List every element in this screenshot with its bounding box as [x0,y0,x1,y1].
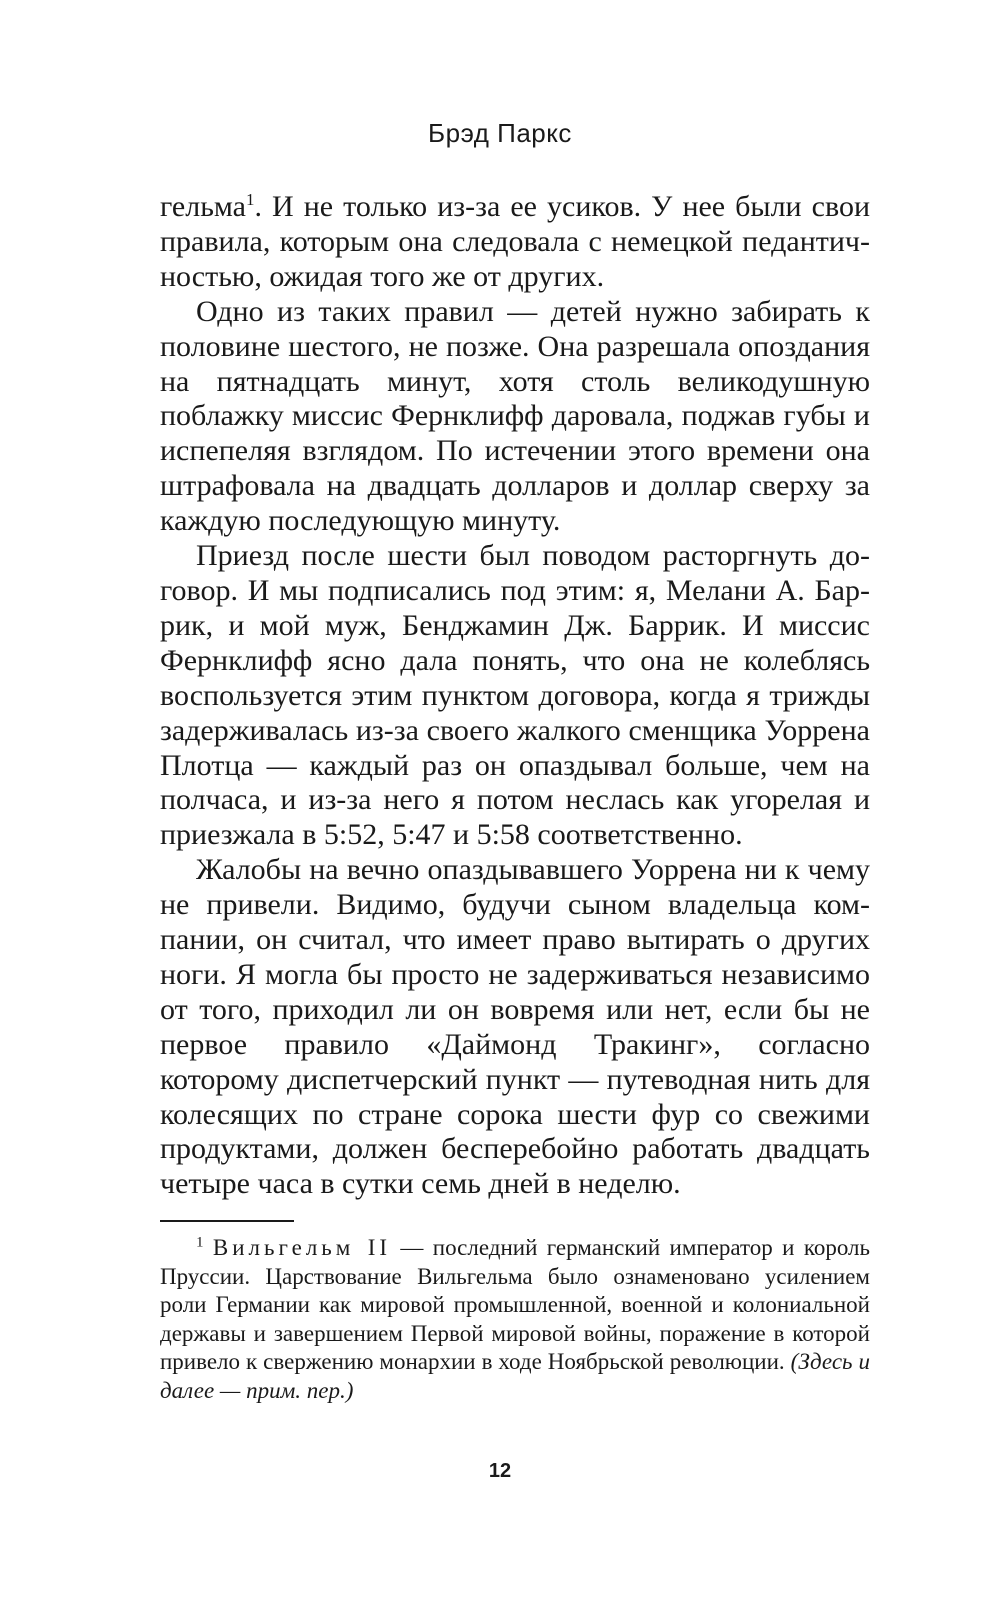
paragraph-1-rest: . И не только из-за ее усиков. У нее были свои правила, которым она следовала с немецкой педантичностью, ожидая того же от других. [160,190,870,293]
paragraph-1 [160,190,870,295]
paragraph-1-start: гельма [160,190,246,223]
footnote-divider [160,1220,294,1222]
paragraph-3: Приезд после шести был поводом расторгнуть договор. И мы подписались под этим: я, Мелани А. Баррик, и мой муж, Бенджамин Дж. Баррик. И миссис Фернклифф ясно дала понять, что она не колеблясь воспользуется этим пунктом договора, когда я трижды задерживалась из-за своего жалкого сменщика Уоррена Плотца — каждый раз он опаздывал больше, чем на полчаса, и из-за него я потом неслась как угорелая и приезжала в 5:52, 5:47 и 5:58 соответственно. [160,539,870,852]
footnote-reference[interactable]: 1 [245,190,255,209]
paragraph-2: Одно из таких правил — детей нужно забирать к половине шестого, не позже. Она разрешала опоздания на пятнадцать минут, хотя столь великодушную поблажку миссис Фернклифф даровала, поджав губы и испепеляя взглядом. По истечении этого времени она штрафовала на двадцать долларов и доллар сверху за каждую последующую минуту. [160,294,870,538]
footnotes [160,1234,870,1405]
paragraph-4: Жалобы на вечно опаздывавшего Уоррена ни к чему не привели. Видимо, будучи сыном владельца компании, он считал, что имеет право вытирать о других ноги. Я могла бы просто не задерживаться независимо от того, приходил ли он вовремя или нет, если бы не первое правило «Даймонд Тракинг», согласно которому диспетчерский пункт — путеводная нить для колесящих по стране сорока шести фур со свежими продуктами, должен бесперебойно работать двадцать четыре часа в сутки семь дней в неделю. [160,853,870,1201]
translator-note: (Здесь и далее — прим. пер.) [160,1349,870,1403]
footnote-text: — последний германский император и король Пруссии. Царствование Вильгельма было ознаменовано усилением роли Германии как мировой промышленной, военной и колониальной державы и завершением Первой мировой войны, поражение в которой привело к свержению монархии в ходе Ноябрьской революции. [160,1235,870,1374]
footnote-mark: 1 [196,1234,204,1251]
footnote-1 [160,1234,870,1405]
running-head: Брэд Паркс [428,118,572,148]
main-text [160,190,870,1202]
footnote-term: Вильгельм II [212,1235,392,1260]
page-number: 12 [488,1460,512,1482]
